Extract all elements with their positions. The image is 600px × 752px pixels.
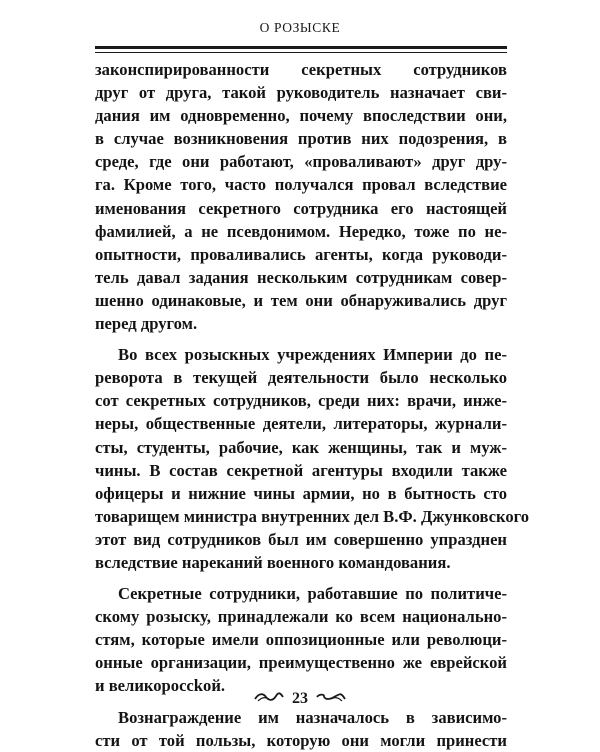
text-line: друг от друга, такой руководитель назначает сви- [95,83,507,103]
text-line: Секретные сотрудники, работавшие по политиче- [118,584,507,604]
text-line: тель давал задания нескольким сотрудникам совер- [95,267,507,287]
text-line: товарищем министра внутренних дел В.Ф. Джунковского [95,506,530,526]
text-line: сты, студенты, рабочие, как женщины, так и муж- [95,437,507,457]
text-line: скому розыску, принадлежали ко всем национально- [95,607,507,627]
running-head: О РОЗЫСКЕ [259,20,341,35]
paragraph [95,343,530,574]
text-line: офицеры и нижние чины армии, но в бытность сто [95,483,507,503]
text-line: именования секретного сотрудника его настоящей [95,198,507,218]
text-line: фамилией, а не псевдонимом. Нередко, тоже по не- [95,221,507,241]
text-line: Во всех розыскных учреждениях Империи до пе- [118,345,507,365]
text-line: чины. В состав секретной агентуры входили также [95,460,507,480]
text-line: законспирированности секретных сотрудников [95,60,507,79]
paragraph [95,582,507,697]
text-line: вследствие нареканий военного командования. [95,552,451,572]
paragraph [95,706,507,752]
swash-ornament-icon [254,690,284,708]
text-line: неры, общественные деятели, литераторы, журнали- [95,414,507,434]
text-line: га. Кроме того, часто получался провал вследствие [95,175,507,195]
header-rule-thick [95,46,507,49]
text-line: дания им одновременно, почему впоследствии они, [95,106,507,126]
paragraph [95,58,507,335]
text-line: опытности, проваливались агенты, когда руководи- [95,244,507,264]
swash-ornament-icon [316,690,346,708]
text-line: перед другом. [95,314,198,334]
text-line: сти от той пользы, которую они могли принести [95,730,507,750]
page-number [0,690,600,708]
text-line: реворота в текущей деятельности было несколько [95,368,507,388]
text-line: и великороссkой. [95,676,226,696]
header-rule-thin [95,52,507,53]
text-line: Вознаграждение им назначалось в зависимо- [118,707,507,727]
body-text [95,58,530,752]
text-line: среде, где они работают, «проваливают» друг дру- [95,152,507,172]
text-line: сот секретных сотрудников, среди них: врачи, инже- [95,391,507,411]
text-line: стям, которые имели оппозиционные или революци- [95,630,507,650]
text-line: в случае возникновения против них подозрения, в [95,129,507,149]
text-line: онные организации, преимущественно же еврейской [95,653,507,673]
text-line: этот вид сотрудников был им совершенно упразднен [95,529,507,549]
page-number-value: 23 [292,690,308,708]
text-line: шенно одинаковые, и тем они обнаруживались друг [95,290,507,310]
